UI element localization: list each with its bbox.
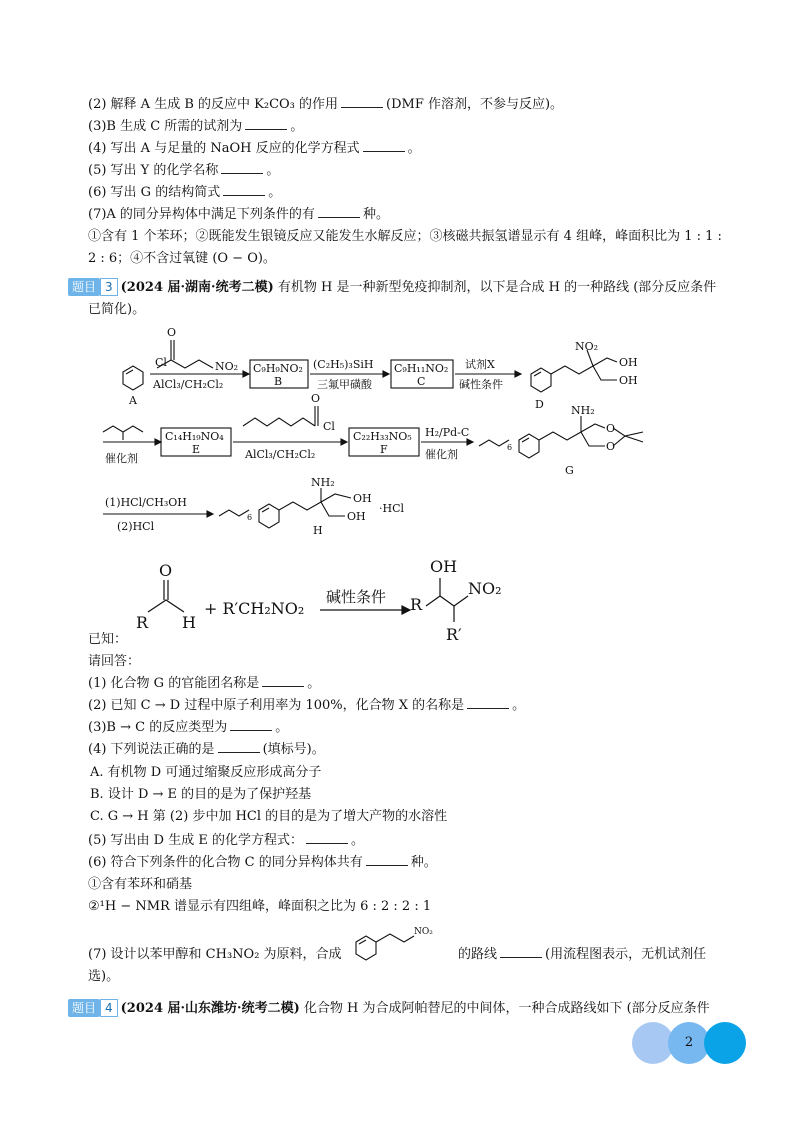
q3-a7-tail: 的路线 (用流程图表示，无机试剂任	[458, 947, 707, 962]
page-number: 2	[684, 1035, 694, 1050]
step-2: (2)HCl	[117, 520, 155, 533]
q2-line-7: (7)A 的同分异构体中满足下列条件的有 种。	[88, 207, 389, 222]
q3-a5: (5) 写出由 D 生成 E 的化学方程式： 。	[88, 833, 365, 848]
benzene-ring-a	[123, 366, 143, 390]
answer-blank[interactable]	[363, 139, 405, 152]
known-product-r: R	[410, 595, 423, 614]
synthesis-scheme	[95, 322, 735, 540]
d-oh-2: OH	[619, 374, 638, 387]
known-reagent: + R′CH₂NO₂	[204, 599, 305, 618]
reagent-x: 试剂X	[465, 358, 495, 371]
answer-blank[interactable]	[230, 718, 272, 731]
answer-blank[interactable]	[341, 95, 383, 108]
chain-count-g: 6	[507, 443, 513, 452]
reagent-silane: (C₂H₅)₃SiH	[313, 358, 374, 371]
formula-f: C₂₂H₃₃NO₅	[353, 430, 412, 443]
acyl-cl-2: Cl	[323, 420, 335, 433]
h-hcl: ·HCl	[379, 502, 405, 515]
known-condition: 碱性条件	[326, 588, 387, 606]
badge-circle-3	[704, 1022, 746, 1064]
answer-blank[interactable]	[366, 853, 408, 866]
question-tag: 题目	[68, 278, 100, 296]
formula-c: C₉H₁₁NO₂	[394, 362, 449, 375]
known-product-no2: NO₂	[468, 579, 502, 598]
answer-blank[interactable]	[467, 696, 509, 709]
answer-blank[interactable]	[245, 117, 287, 130]
q3-option-a: A. 有机物 D 可通过缩聚反应形成高分子	[90, 765, 322, 780]
h-oh-2: OH	[347, 510, 366, 523]
known-product-rprime: R′	[446, 625, 462, 644]
g-o-1: O	[606, 422, 616, 435]
q2-cond-1: ①含有 1 个苯环；②既能发生银镜反应又能发生水解反应；③核磁共振氢谱显示有 4 组峰，峰面积比为 1 : 1 :	[88, 229, 722, 244]
label-e: E	[192, 443, 201, 456]
h-oh-1: OH	[353, 492, 372, 505]
page-badge	[632, 1022, 748, 1064]
answer-blank[interactable]	[262, 674, 304, 687]
answer-blank[interactable]	[218, 740, 260, 753]
q2-line-4: (4) 写出 A 与足量的 NaOH 反应的化学方程式 。	[88, 141, 421, 156]
answer-blank[interactable]	[306, 831, 348, 844]
answer-blank[interactable]	[500, 945, 542, 958]
g-nh2: NH₂	[571, 404, 595, 417]
q3-a2: (2) 已知 C → D 过程中原子利用率为 100%，化合物 X 的名称是 。	[88, 698, 526, 713]
answer-blank[interactable]	[221, 161, 263, 174]
question-number: 4	[100, 999, 118, 1017]
label-g: G	[565, 464, 574, 477]
h-nh2: NH₂	[311, 476, 335, 489]
answer-blank[interactable]	[318, 205, 360, 218]
target-no2: NO₂	[414, 927, 433, 937]
label-a: A	[129, 394, 137, 407]
reagent-no2: NO₂	[215, 360, 239, 373]
step-1: (1)HCl/CH₃OH	[105, 496, 187, 509]
formula-e: C₁₄H₁₉NO₄	[165, 430, 224, 443]
q2-line-3: (3)B 生成 C 所需的试剂为 。	[88, 119, 304, 134]
q3-a3: (3)B → C 的反应类型为 。	[88, 720, 289, 735]
benzene-ring-d	[531, 368, 551, 392]
known-label: 已知：	[88, 632, 128, 647]
known-h: H	[182, 613, 196, 632]
question-number: 3	[100, 278, 118, 296]
catalyst-1: 催化剂	[105, 452, 138, 465]
known-r: R	[136, 613, 149, 632]
label-d: D	[535, 398, 544, 411]
q3-a7-end: 选)。	[88, 969, 120, 984]
benzene-ring-g	[519, 434, 539, 458]
reagent-triflic: 三氟甲磺酸	[317, 378, 372, 391]
benzene-ring-h	[259, 504, 279, 528]
label-f: F	[380, 443, 388, 456]
q2-line-2: (2) 解释 A 生成 B 的反应中 K₂CO₃ 的作用 (DMF 作溶剂，不参与反应)。	[88, 97, 564, 112]
reagent-h2: H₂/Pd-C	[425, 426, 470, 439]
q3-header: 题目 3 (2024 届·湖南·统考二模) 有机物 H 是一种新型免疫抑制剂，以下是合成 H 的一种路线 (部分反应条件	[68, 278, 716, 298]
q3-option-b: B. 设计 D → E 的目的是为了保护羟基	[90, 787, 312, 802]
q3-ask: 请回答：	[88, 654, 141, 669]
label-b: B	[274, 375, 283, 388]
question-source: (2024 届·山东潍坊·统考二模)	[120, 1001, 300, 1016]
q3-option-c: C. G → H 第 (2) 步中加 HCl 的目的是为了增大产物的水溶性	[90, 809, 448, 824]
q3-a6: (6) 符合下列条件的化合物 C 的同分异构体共有 种。	[88, 855, 437, 870]
q4-header: 题目 4 (2024 届·山东潍坊·统考二模) 化合物 H 为合成阿帕替尼的中间体，一种合成路线如下 (部分反应条件	[68, 999, 710, 1019]
q3-cond-2: ②¹H − NMR 谱显示有四组峰，峰面积之比为 6 : 2 : 2 : 1	[88, 899, 432, 914]
question-tag: 题目	[68, 999, 100, 1017]
q2-line-5: (5) 写出 Y 的化学名称 。	[88, 163, 280, 178]
carbonyl-o-2: O	[311, 392, 321, 405]
formula-b: C₉H₉NO₂	[253, 362, 303, 375]
chain-count-h: 6	[247, 513, 253, 522]
reagent-basic: 碱性条件	[459, 378, 503, 391]
q2-line-6: (6) 写出 G 的结构简式 。	[88, 185, 282, 200]
q3-a1: (1) 化合物 G 的官能团名称是 。	[88, 676, 321, 691]
known-product-oh: OH	[430, 557, 458, 576]
q2-cond-2: 2 : 6；④不含过氧键 (O − O)。	[88, 251, 276, 266]
q3-a7: (7) 设计以苯甲醇和 CH₃NO₂ 为原料，合成	[88, 947, 342, 962]
target-structure	[350, 918, 450, 968]
reagent-alcl3: AlCl₃/CH₂Cl₂	[153, 378, 224, 391]
carbonyl-o: O	[167, 326, 177, 339]
label-h: H	[313, 524, 323, 537]
q3-a4: (4) 下列说法正确的是 (填标号)。	[88, 742, 325, 757]
answer-blank[interactable]	[223, 183, 265, 196]
reagent-alcl3-2: AlCl₃/CH₂Cl₂	[245, 448, 316, 461]
g-o-2: O	[606, 440, 616, 453]
d-oh-1: OH	[619, 356, 638, 369]
d-no2: NO₂	[575, 340, 599, 353]
catalyst-2: 催化剂	[425, 448, 458, 461]
label-c: C	[417, 375, 426, 388]
question-source: (2024 届·湖南·统考二模)	[120, 280, 274, 295]
acyl-cl: Cl	[155, 356, 167, 369]
q3-cond-1: ①含有苯环和硝基	[88, 877, 193, 892]
known-carbonyl-o: O	[159, 561, 173, 580]
q3-intro-2: 已简化)。	[88, 302, 146, 317]
known-reaction	[130, 548, 530, 648]
